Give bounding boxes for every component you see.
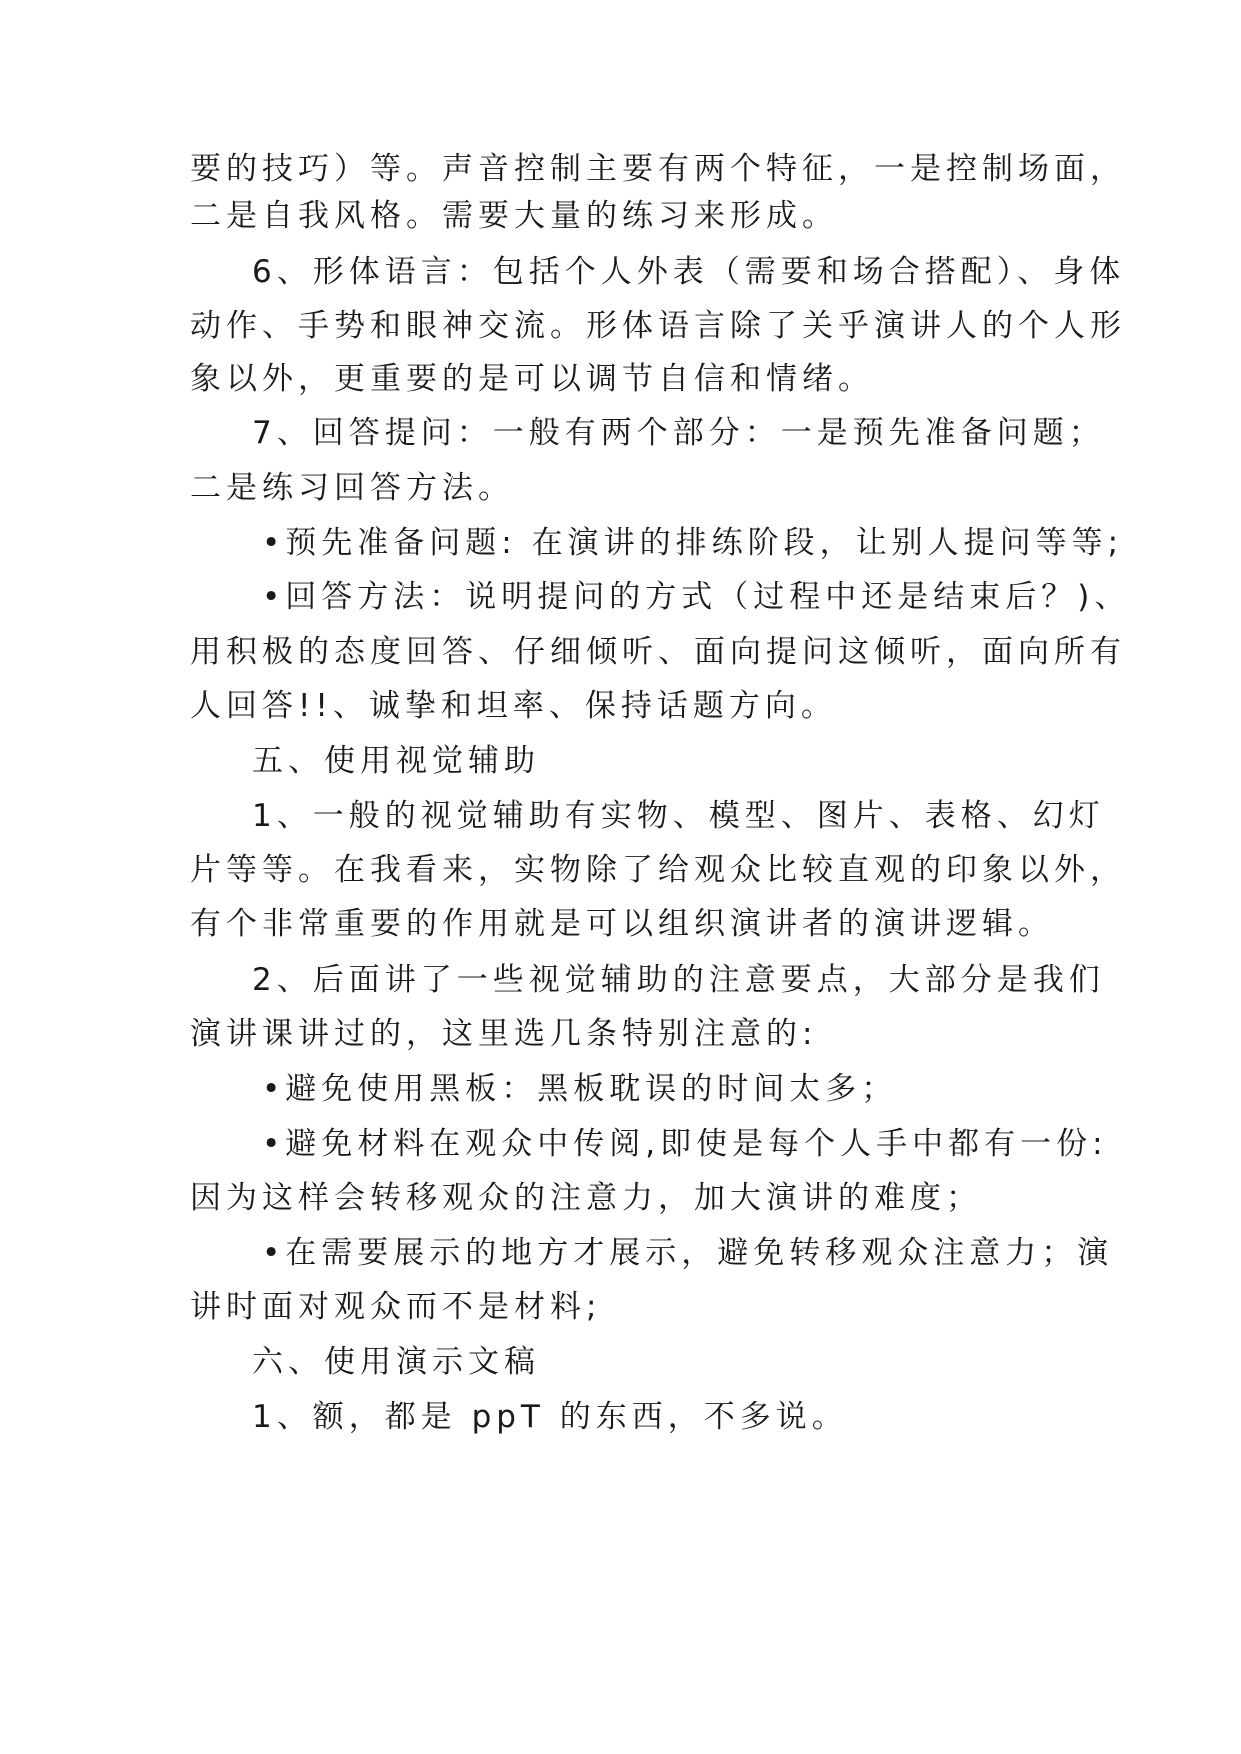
paragraph-line: 二是自我风格。需要大量的练习来形成。 — [190, 198, 838, 234]
bullet-line: •在需要展示的地方才展示，避免转移观众注意力；演 — [262, 1235, 1114, 1271]
bullet-line: •回答方法：说明提问的方式（过程中还是结束后？)、 — [262, 579, 1131, 615]
paragraph-line: 1、一般的视觉辅助有实物、模型、图片、表格、幻灯 — [252, 798, 1105, 834]
paragraph-line: 7、回答提问：一般有两个部分：一是预先准备问题； — [252, 415, 1105, 451]
paragraph-line: 人回答!!、诚挚和坦率、保持话题方向。 — [190, 688, 837, 724]
section-heading: 五、使用视觉辅助 — [252, 743, 540, 779]
paragraph-line: 要的技巧）等。声音控制主要有两个特征，一是控制场面， — [190, 151, 1126, 187]
paragraph-line: 有个非常重要的作用就是可以组织演讲者的演讲逻辑。 — [190, 906, 1054, 942]
bullet-line: •避免使用黑板：黑板耽误的时间太多； — [262, 1071, 898, 1107]
paragraph-line: 象以外，更重要的是可以调节自信和情绪。 — [190, 361, 874, 397]
paragraph-line: 演讲课讲过的，这里选几条特别注意的: — [190, 1016, 818, 1052]
bullet-line: •预先准备问题: 在演讲的排练阶段，让别人提问等等; — [262, 525, 1124, 561]
paragraph-line: 片等等。在我看来，实物除了给观众比较直观的印象以外， — [190, 852, 1126, 888]
paragraph-line: 2、后面讲了一些视觉辅助的注意要点，大部分是我们 — [252, 962, 1105, 998]
section-heading: 六、使用演示文稿 — [252, 1344, 540, 1380]
bullet-line: •避免材料在观众中传阅,即使是每个人手中都有一份: — [262, 1126, 1108, 1162]
paragraph-line: 二是练习回答方法。 — [190, 470, 514, 506]
paragraph-line: 6、形体语言：包括个人外表（需要和场合搭配）、身体 — [252, 254, 1126, 290]
paragraph-line: 因为这样会转移观众的注意力，加大演讲的难度； — [190, 1180, 982, 1216]
paragraph-line: 用积极的态度回答、仔细倾听、面向提问这倾听，面向所有 — [190, 634, 1126, 670]
paragraph-line: 1、额，都是 ppT 的东西，不多说。 — [252, 1399, 848, 1435]
paragraph-line: 讲时面对观众而不是材料; — [190, 1289, 602, 1325]
paragraph-line: 动作、手势和眼神交流。形体语言除了关乎演讲人的个人形 — [190, 308, 1126, 344]
